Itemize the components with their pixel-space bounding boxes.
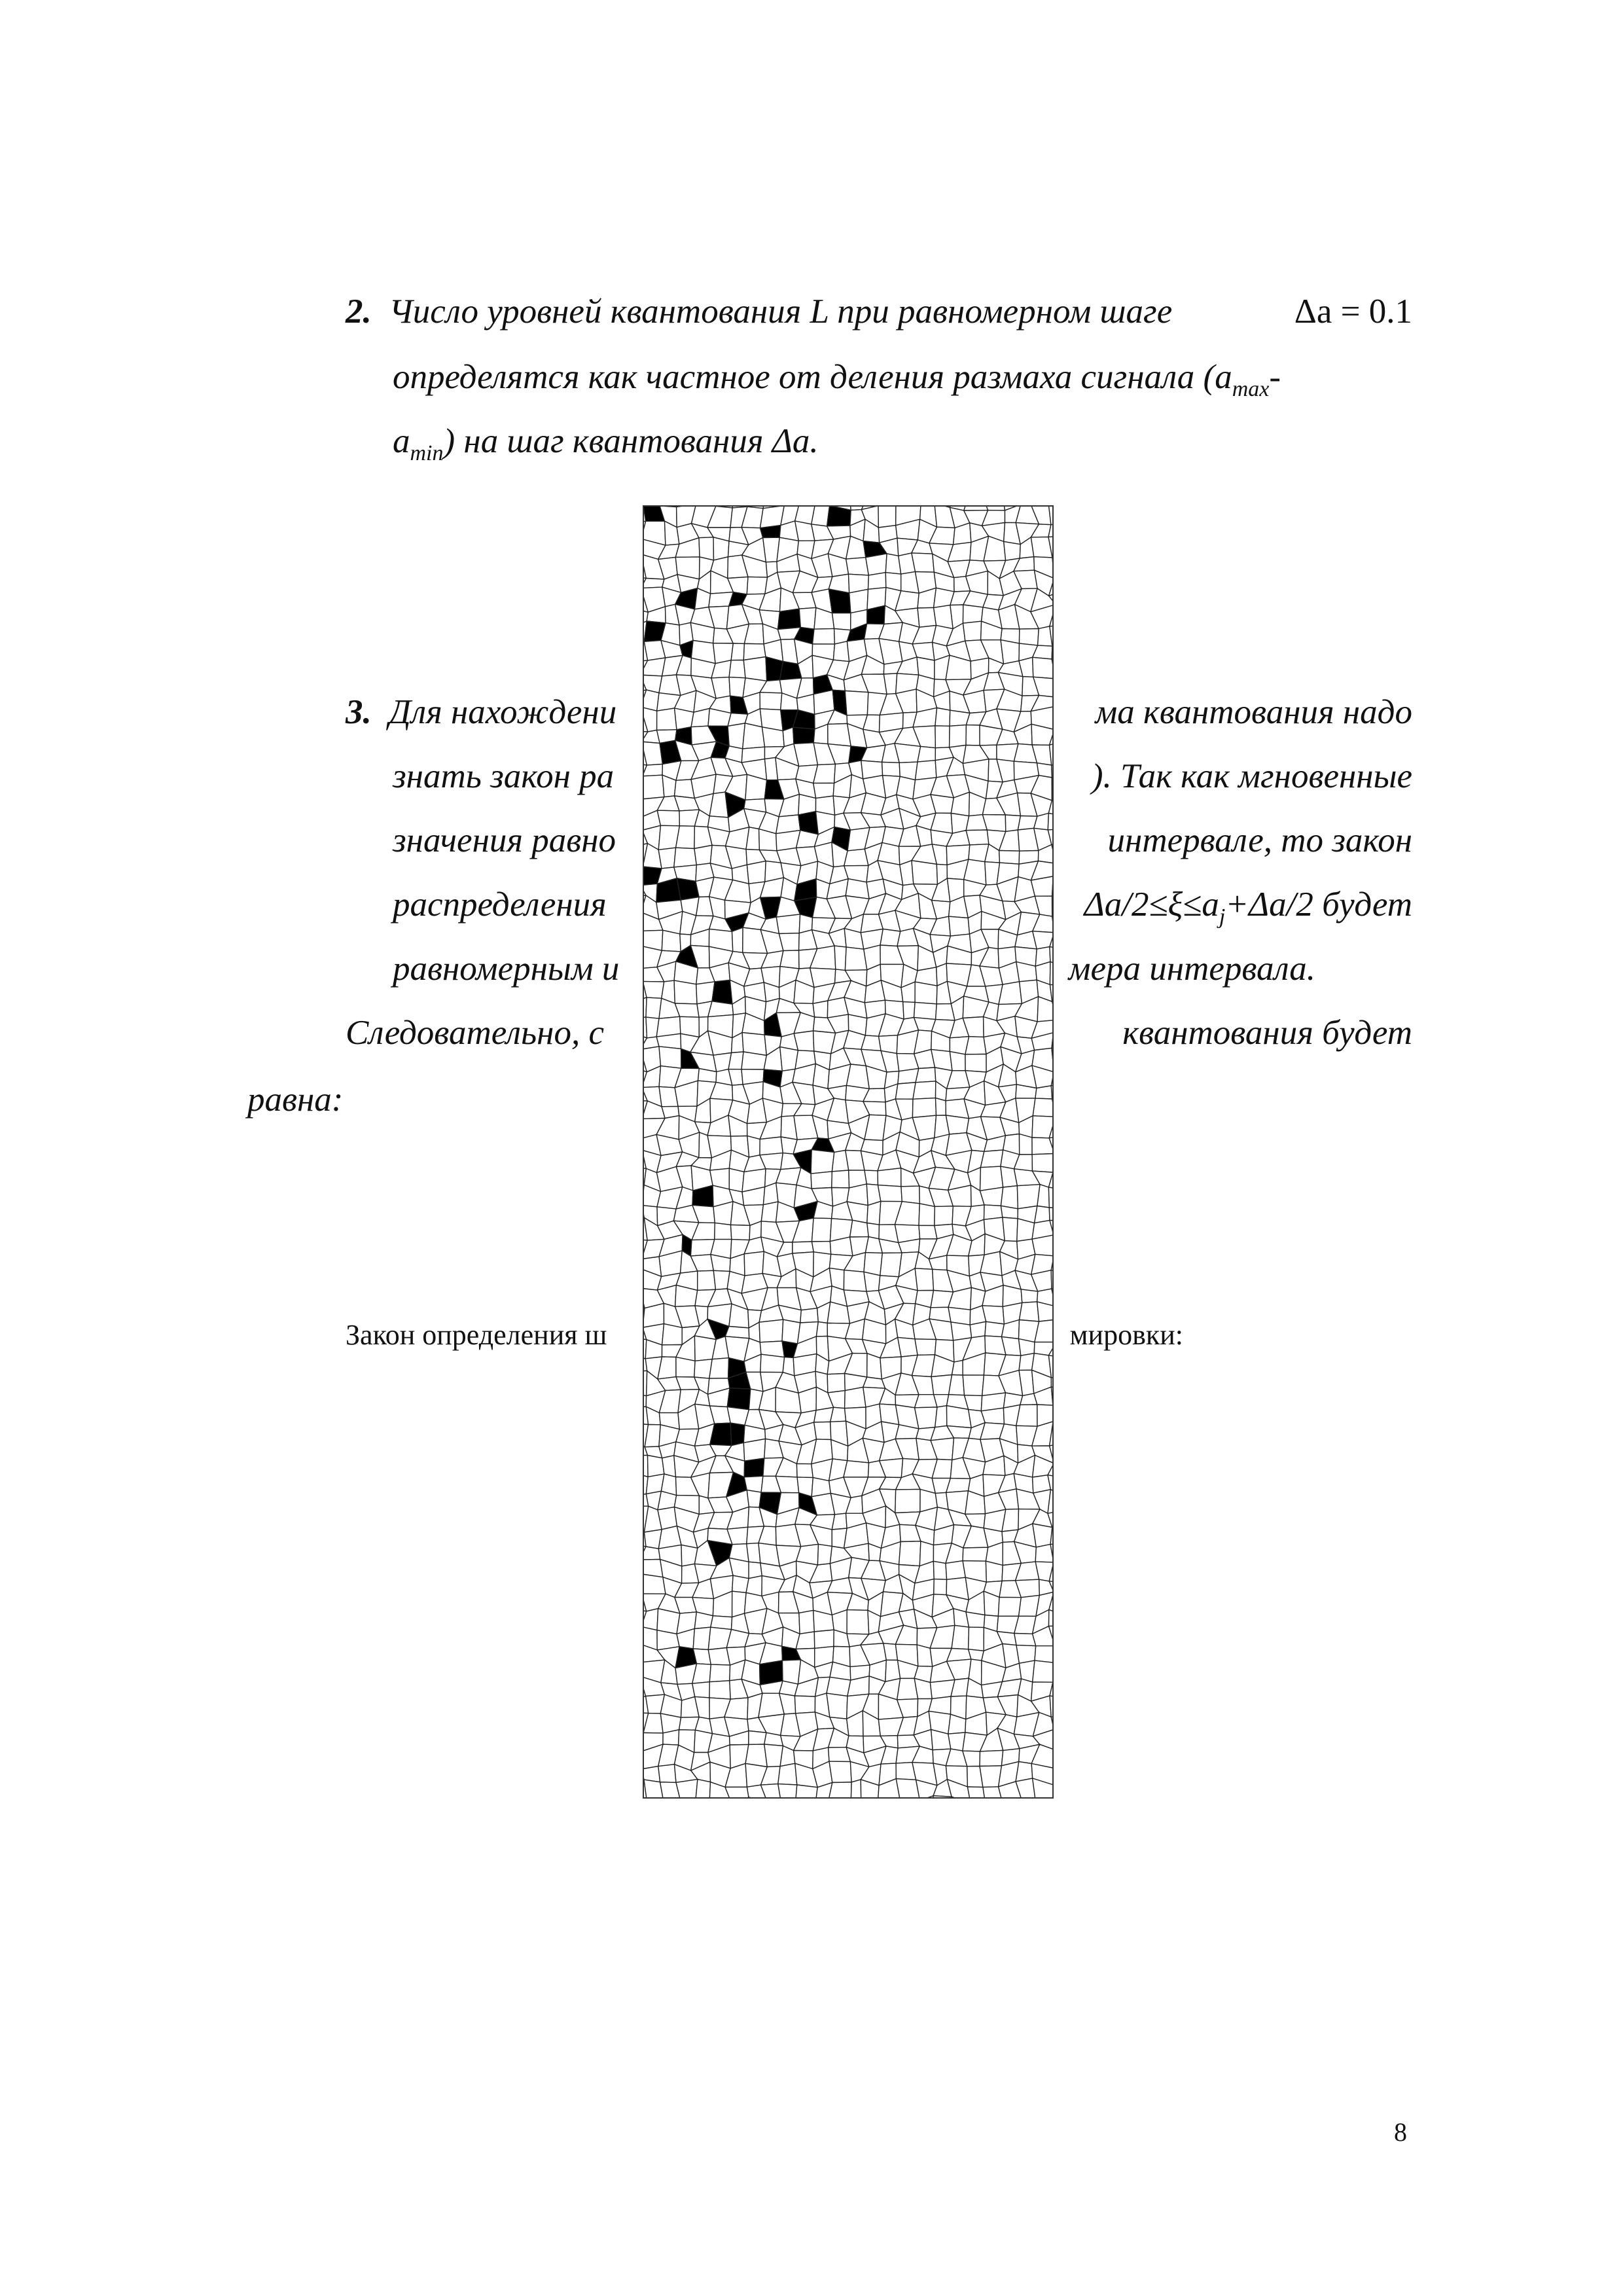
mosaic-cell — [965, 1054, 986, 1073]
item2-line1 — [346, 292, 1412, 331]
item3-number: 3. — [346, 693, 372, 731]
mosaic-cell — [657, 708, 677, 730]
mosaic-cell — [729, 660, 745, 678]
mosaic-cell — [731, 1225, 751, 1240]
mosaic-cell — [1033, 657, 1052, 679]
mosaic-cell — [916, 1067, 936, 1083]
mosaic-cell — [761, 1202, 778, 1222]
mosaic-dark-cell — [827, 507, 851, 526]
mosaic-cell — [867, 1201, 881, 1225]
mosaic-cell — [935, 1206, 954, 1226]
mosaic-cell — [849, 589, 868, 613]
mosaic-cell — [694, 845, 712, 865]
mosaic-cell — [1020, 1302, 1039, 1321]
mosaic-cell — [728, 1052, 743, 1069]
mosaic-cell — [814, 1422, 831, 1439]
mosaic-cell — [674, 980, 697, 1004]
mosaic-cell — [851, 1780, 861, 1797]
item3-line4: распределения $\Delta a/2\le\xi\le a_j+\Delta a/2$ будет — [393, 886, 1412, 929]
mosaic-cell — [796, 1463, 813, 1477]
mosaic-cell — [662, 930, 681, 952]
mosaic-cell — [935, 1406, 947, 1427]
mosaic-cell — [918, 746, 935, 762]
mosaic-cell — [644, 1574, 666, 1594]
mosaic-cell — [644, 579, 664, 588]
conclusion-end: равна: — [247, 1081, 344, 1119]
mosaic-cell — [699, 537, 714, 560]
mosaic-cell — [950, 1052, 965, 1071]
mosaic-cell — [693, 1627, 711, 1649]
mosaic-cell — [760, 1137, 783, 1155]
mosaic-cell — [813, 629, 835, 645]
mosaic-cell — [919, 1204, 935, 1226]
mosaic-cell — [827, 1374, 845, 1393]
mosaic-cell — [1037, 997, 1052, 1022]
mosaic-cell — [659, 1047, 681, 1068]
mosaic-cell — [980, 1187, 1003, 1206]
mosaic-cell — [965, 1037, 986, 1054]
mosaic-cell — [915, 982, 937, 1004]
mosaic-cell — [676, 1780, 698, 1797]
mosaic-cell — [935, 708, 950, 726]
mosaic-cell — [832, 1513, 847, 1530]
mosaic-cell — [1035, 1646, 1052, 1663]
mosaic-cell — [878, 507, 896, 528]
mosaic-cell — [709, 1681, 730, 1699]
item2-line2: определятся как частное от деления размаха сигнала ($a_{max}-$ — [393, 358, 1281, 401]
mosaic-cell — [813, 1001, 828, 1018]
mosaic-cell — [918, 607, 936, 627]
mosaic-cell — [1032, 1235, 1052, 1256]
mosaic-cell — [1033, 1524, 1052, 1547]
mosaic-cell — [830, 1407, 846, 1422]
mosaic-cell — [731, 643, 744, 660]
cell-mosaic-svg — [644, 507, 1052, 1797]
mosaic-cell — [829, 1761, 851, 1782]
mosaic-cell — [760, 1354, 785, 1372]
mosaic-cell — [1050, 961, 1052, 985]
mosaic-cell — [783, 727, 794, 747]
mosaic-cell — [778, 1784, 797, 1797]
mosaic-dark-cell — [727, 1388, 751, 1410]
mosaic-cell — [776, 914, 800, 934]
mosaic-cell — [850, 1220, 869, 1237]
mosaic-cell — [833, 641, 849, 662]
mosaic-cell — [832, 1170, 849, 1188]
mosaic-cell — [1016, 1405, 1037, 1426]
mosaic-cell — [946, 1115, 969, 1134]
mosaic-cell — [1020, 1134, 1033, 1155]
mosaic-dark-cell — [793, 727, 815, 744]
mosaic-cell — [816, 1322, 827, 1336]
mosaic-cell — [778, 1763, 797, 1785]
mosaic-cell — [935, 726, 950, 748]
mosaic-cell — [846, 558, 869, 575]
mosaic-cell — [844, 1461, 869, 1477]
mosaic-cell — [844, 849, 868, 866]
mosaic-cell — [709, 1358, 729, 1378]
mosaic-cell — [895, 1083, 916, 1100]
mosaic-cell — [834, 946, 846, 971]
mosaic-cell — [845, 1387, 866, 1408]
mosaic-cell — [696, 1780, 710, 1797]
mosaic-cell — [946, 1479, 971, 1493]
mosaic-cell — [811, 1150, 834, 1174]
mosaic-cell — [744, 1251, 764, 1276]
mosaic-cell — [866, 554, 887, 575]
mosaic-cell — [913, 1081, 936, 1099]
mosaic-cell — [658, 1765, 676, 1783]
mosaic-cell — [799, 607, 816, 629]
mosaic-cell — [743, 1439, 765, 1461]
mosaic-cell — [868, 573, 886, 590]
mosaic-cell — [1035, 1086, 1052, 1099]
mosaic-cell — [1001, 1186, 1018, 1209]
mosaic-cell — [692, 1682, 710, 1698]
mosaic-cell — [676, 1357, 695, 1378]
mosaic-cell — [698, 1270, 716, 1290]
item2-line1-text: Число уровней квантования L при равномерном шаге — [389, 293, 1173, 331]
mosaic-cell — [969, 1627, 984, 1651]
mosaic-cell — [644, 775, 664, 799]
mosaic-cell — [1001, 640, 1019, 664]
mosaic-cell — [657, 1609, 680, 1634]
mosaic-cell — [644, 690, 659, 711]
mosaic-cell — [743, 723, 765, 749]
mosaic-cell — [1031, 876, 1052, 896]
item3-line2: знать закон ра ). Так как мгновенные — [393, 757, 1412, 795]
mosaic-cell — [952, 1625, 969, 1649]
mosaic-cell — [963, 1547, 988, 1561]
mosaic-cell — [728, 723, 745, 749]
mosaic-cell — [1035, 1545, 1052, 1563]
mosaic-cell — [980, 1750, 1003, 1766]
mosaic-cell — [1017, 1185, 1040, 1209]
mosaic-cell — [933, 1561, 946, 1579]
mosaic-cell — [796, 1785, 818, 1797]
mosaic-cell — [780, 950, 799, 969]
mosaic-cell — [741, 1052, 766, 1069]
mosaic-cell — [845, 691, 868, 715]
mosaic-cell — [708, 1001, 734, 1017]
mosaic-cell — [644, 1609, 658, 1630]
mosaic-cell — [895, 744, 921, 763]
mosaic-cell — [644, 982, 664, 999]
item3-line5: равномерным и мера интервала. — [393, 950, 1315, 988]
mosaic-cell — [1032, 1154, 1052, 1173]
mosaic-cell — [1037, 1302, 1052, 1321]
mosaic-cell — [749, 1731, 766, 1745]
mosaic-cell — [880, 1253, 902, 1277]
mosaic-cell — [715, 1223, 732, 1239]
mosaic-cell — [732, 927, 743, 952]
mosaic-cell — [966, 830, 989, 845]
mosaic-cell — [981, 1408, 1004, 1424]
mosaic-cell — [799, 1610, 814, 1634]
mosaic-cell — [725, 1787, 749, 1797]
mosaic-cell — [832, 613, 851, 630]
mosaic-dark-cell — [712, 980, 732, 1004]
mosaic-cell — [903, 1002, 915, 1020]
mosaic-cell — [674, 848, 697, 867]
mosaic-cell — [657, 810, 679, 826]
mosaic-cell — [947, 1406, 972, 1428]
mosaic-dark-cell — [760, 526, 781, 538]
mosaic-cell — [827, 1693, 847, 1719]
mosaic-cell — [814, 1630, 834, 1648]
mosaic-cell — [644, 1547, 660, 1560]
mosaic-cell — [967, 1787, 985, 1797]
mosaic-dark-cell — [744, 1458, 764, 1477]
mosaic-cell — [793, 1242, 813, 1253]
mosaic-cell — [936, 1098, 946, 1116]
conclusion-line: Следовательно, с квантования будет — [346, 1014, 1412, 1052]
mosaic-cell — [986, 1561, 1003, 1582]
mosaic-cell — [709, 1664, 730, 1682]
mosaic-cell — [829, 1782, 852, 1797]
mosaic-cell — [676, 826, 695, 849]
mosaic-dark-cell — [829, 589, 851, 613]
mosaic-cell — [963, 1375, 984, 1395]
mosaic-cell — [1033, 1660, 1052, 1682]
mosaic-cell — [827, 1677, 851, 1696]
mosaic-cell — [800, 1308, 819, 1323]
mosaic-cell — [970, 1321, 986, 1338]
mosaic-cell — [966, 1612, 985, 1628]
mosaic-cell — [865, 1170, 878, 1185]
mosaic-dark-cell — [730, 1423, 745, 1446]
mosaic-cell — [946, 1561, 965, 1580]
mosaic-cell — [980, 1150, 1003, 1168]
mosaic-cell — [966, 725, 980, 745]
mosaic-cell — [812, 1218, 832, 1242]
mosaic-cell — [999, 851, 1020, 865]
mosaic-cell — [812, 507, 830, 526]
item2-delta-formula: Δa = 0.1 — [1294, 293, 1412, 331]
mosaic-cell — [980, 1166, 1003, 1191]
mosaic-cell — [934, 1579, 947, 1595]
mosaic-cell — [747, 861, 766, 884]
mosaic-cell — [1021, 1289, 1038, 1303]
mosaic-cell — [882, 762, 901, 776]
mosaic-cell — [759, 1319, 783, 1342]
mosaic-cell — [914, 1002, 937, 1019]
item3-line1: 3. Для нахождени ма квантования надо — [346, 693, 1412, 731]
item2-number: 2. — [346, 293, 372, 331]
mosaic-cell — [648, 1456, 664, 1477]
mosaic-cell — [1051, 1270, 1052, 1289]
mosaic-cell — [729, 1168, 744, 1192]
mosaic-cell — [878, 1168, 901, 1187]
item3-line3: значения равно интервале, то закон — [393, 821, 1412, 859]
mosaic-cell — [901, 1186, 919, 1204]
mosaic-cell — [912, 861, 938, 884]
mosaic-cell — [898, 1337, 918, 1357]
mosaic-cell — [747, 1136, 760, 1158]
mosaic-cell — [1003, 1217, 1018, 1242]
law-line: Закон определения ш мировки: — [346, 1319, 1183, 1351]
mosaic-cell — [915, 1339, 936, 1355]
mosaic-dark-cell — [778, 609, 801, 629]
mosaic-cell — [912, 553, 934, 572]
mosaic-cell — [794, 1696, 815, 1713]
mosaic-cell — [1032, 1138, 1052, 1155]
mosaic-cell — [999, 982, 1022, 1005]
mosaic-cell — [915, 1268, 933, 1291]
mosaic-cell — [747, 577, 767, 594]
mosaic-cell — [844, 1270, 866, 1292]
mosaic-cell — [1049, 1610, 1053, 1626]
mosaic-cell — [916, 761, 936, 780]
mosaic-cell — [878, 1185, 902, 1202]
cell-mosaic-image — [643, 505, 1054, 1799]
mosaic-cell — [658, 848, 675, 869]
mosaic-cell — [864, 1272, 880, 1291]
mosaic-cell — [998, 1597, 1021, 1616]
mosaic-cell — [847, 1610, 869, 1634]
mosaic-cell — [662, 1324, 683, 1345]
mosaic-cell — [985, 1321, 1005, 1336]
mosaic-cell — [899, 1541, 921, 1566]
mosaic-cell — [895, 1490, 920, 1513]
mosaic-cell — [950, 725, 967, 747]
mosaic-cell — [1019, 1339, 1035, 1356]
mosaic-cell — [1017, 1219, 1035, 1242]
mosaic-cell — [1049, 1208, 1052, 1221]
item2-line3: $a_{min}$) на шаг квантования Δa. — [393, 422, 819, 465]
mosaic-cell — [963, 621, 982, 641]
page-number: 8 — [1394, 2117, 1407, 2147]
mosaic-cell — [1048, 1187, 1052, 1209]
mosaic-cell — [743, 657, 766, 681]
mosaic-cell — [963, 605, 983, 623]
mosaic-cell — [762, 727, 785, 747]
mosaic-cell — [949, 916, 970, 936]
mosaic-cell — [644, 764, 662, 776]
mosaic-cell — [1004, 541, 1021, 560]
mosaic-cell — [760, 692, 782, 710]
mosaic-cell — [949, 1375, 965, 1395]
mosaic-cell — [1032, 1116, 1052, 1138]
mosaic-cell — [1033, 1098, 1052, 1117]
mosaic-cell — [951, 1322, 972, 1340]
mosaic-cell — [915, 1407, 937, 1429]
mosaic-cell — [811, 1172, 832, 1189]
mosaic-cell — [980, 1766, 1001, 1787]
mosaic-cell — [745, 1744, 767, 1767]
mosaic-cell — [1020, 629, 1039, 646]
mosaic-cell — [912, 1098, 936, 1118]
mosaic-cell — [1048, 814, 1052, 830]
mosaic-cell — [747, 1490, 761, 1508]
